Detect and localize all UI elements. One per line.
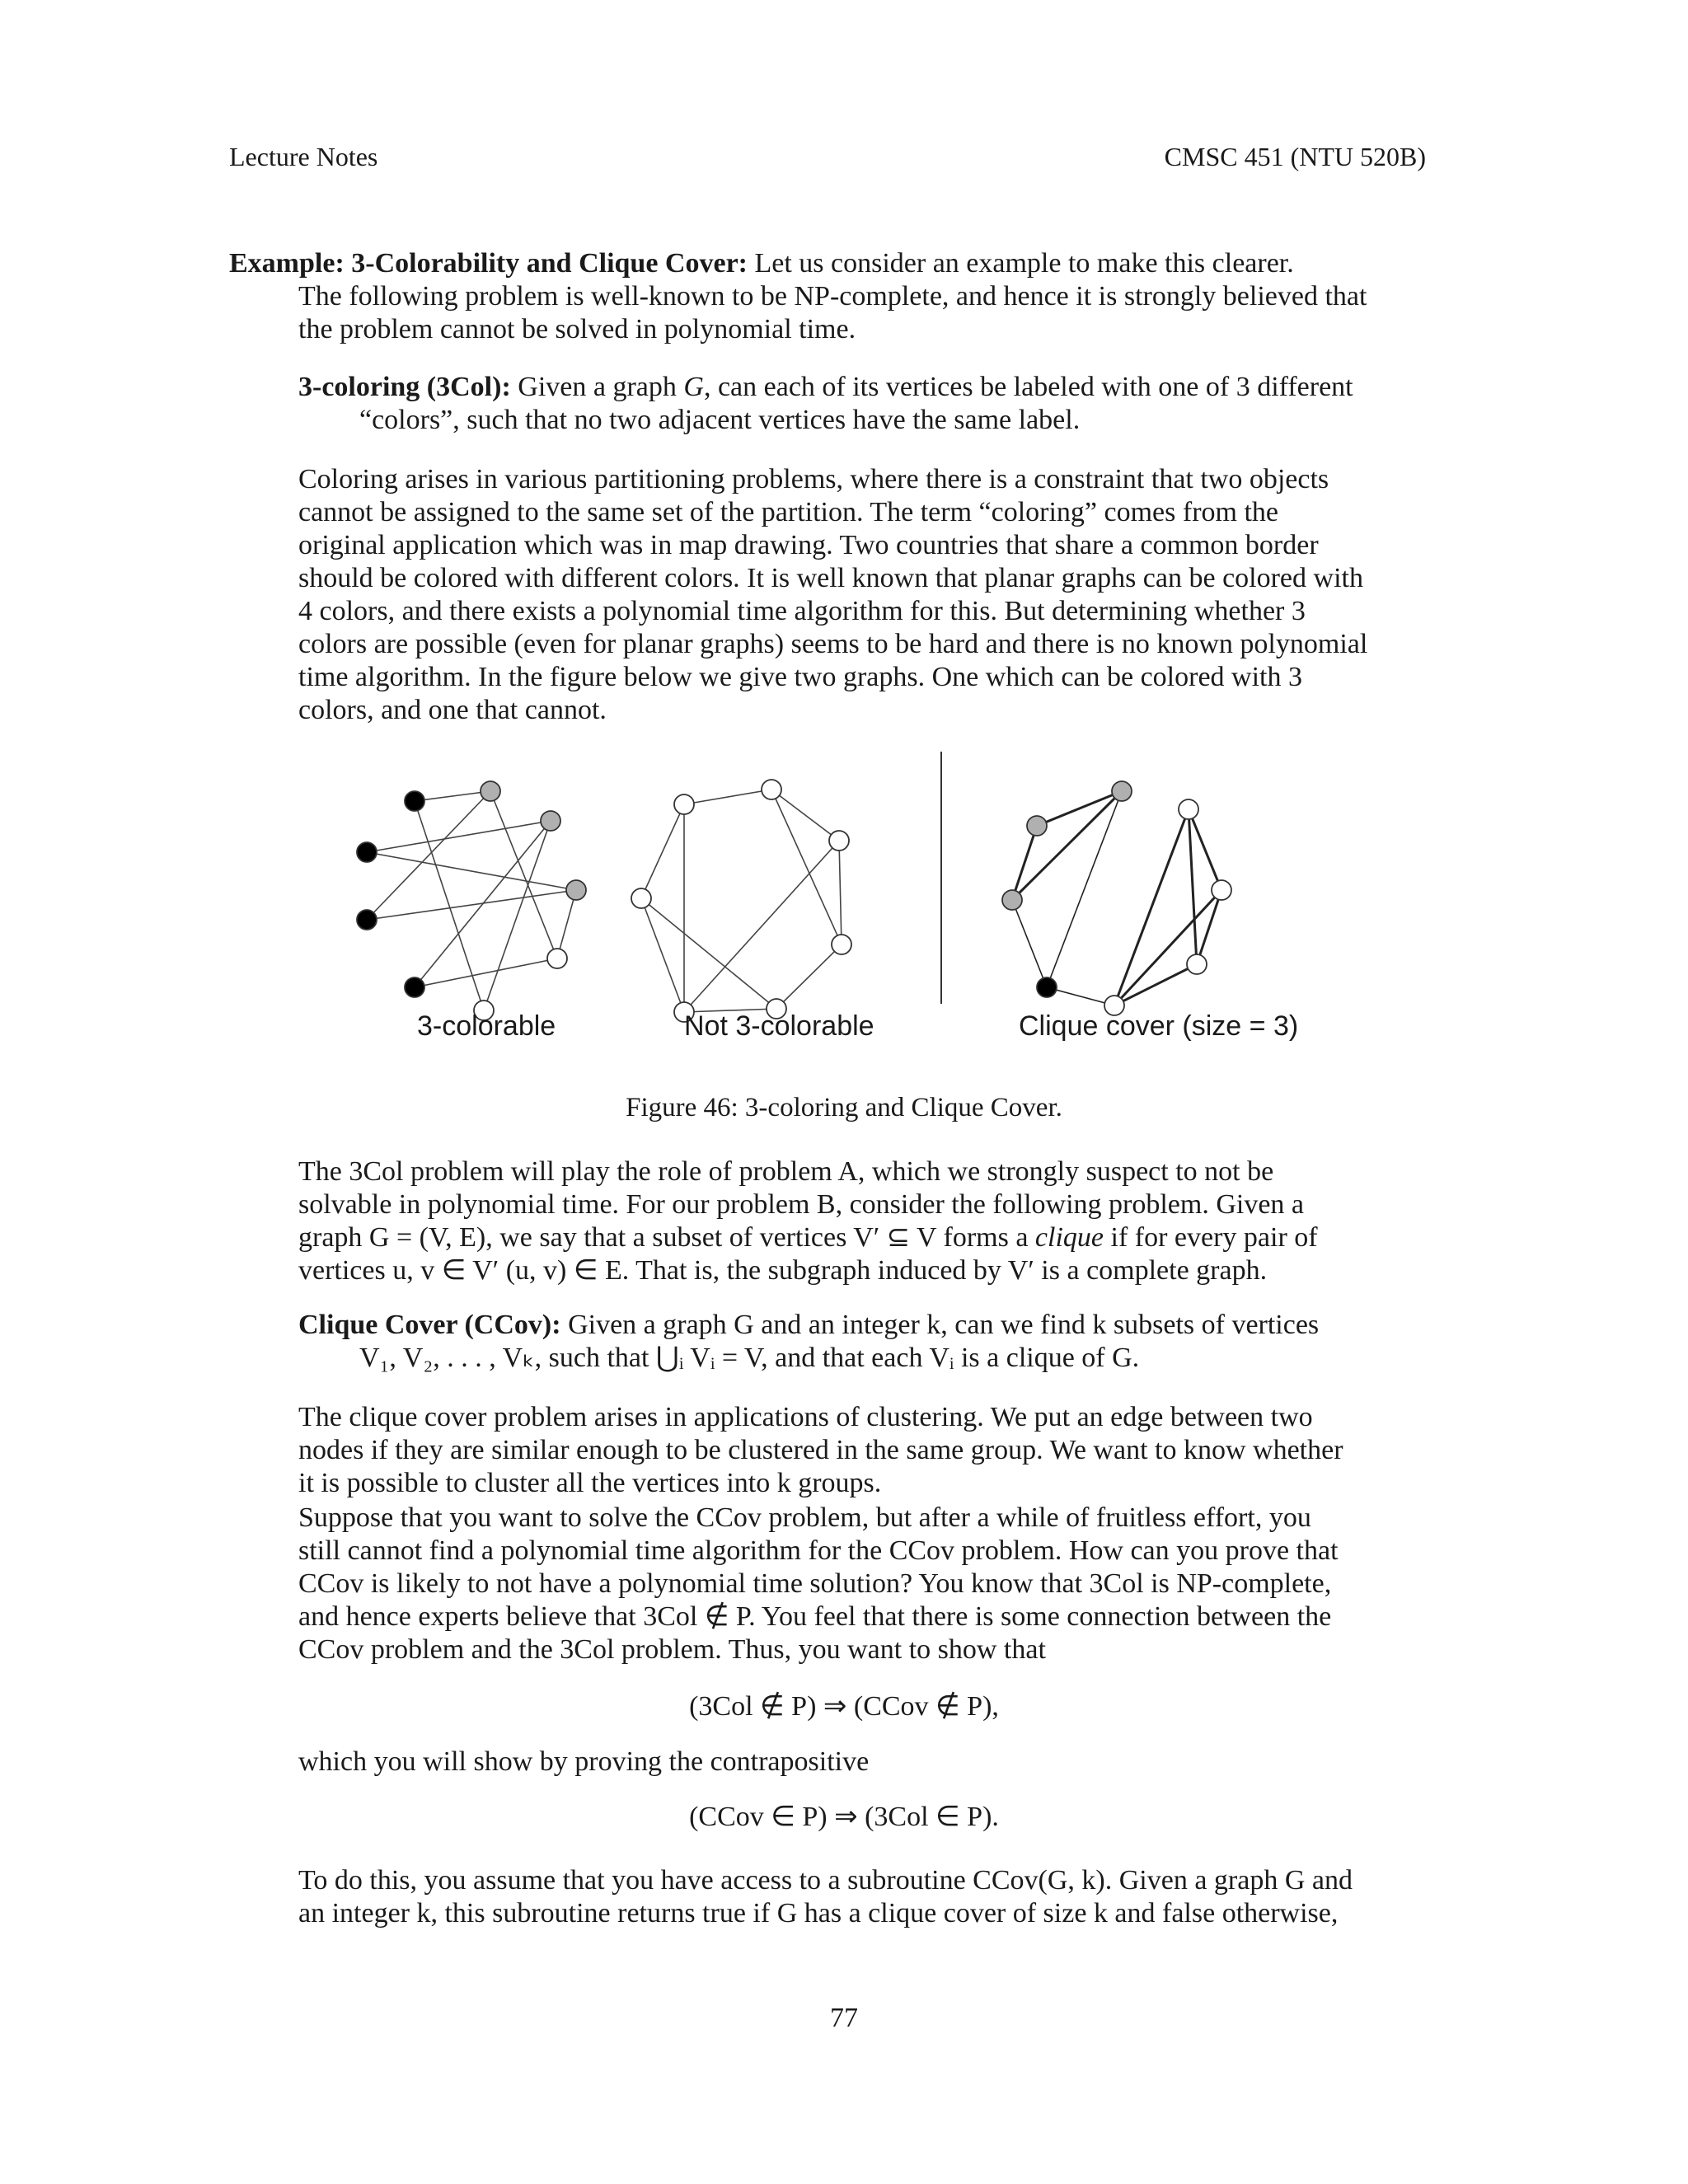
example-heading: Example: 3-Colorability and Clique Cover: (229, 248, 748, 279)
paragraph-text: if for every pair of (1110, 1222, 1318, 1253)
paragraph-line: colors are possible (even for planar graphs) seems to be hard and there is no known polynomial (298, 629, 1368, 659)
term-clique: clique (1034, 1222, 1104, 1253)
vertex-white (762, 780, 781, 799)
example-body (229, 280, 1426, 346)
definition-3col-line: “colors”, such that no two adjacent vertices have the same label. (359, 405, 1081, 435)
math-G: G (683, 372, 704, 402)
paragraph-line: solvable in polynomial time. For our problem B, consider the following problem. Given a (298, 1189, 1305, 1220)
vertex-gray (541, 811, 560, 831)
graph-clique-cover-vertices (1002, 781, 1231, 1015)
paragraph-line: The clique cover problem arises in applications of clustering. We put an edge between two (298, 1402, 1313, 1432)
subroutine-paragraph (298, 1864, 1426, 1930)
paragraph-line: an integer k, this subroutine returns true if G has a clique cover of size k and false otherwise, (298, 1898, 1339, 1929)
figure-label-not-3-colorable: Not 3-colorable (684, 1010, 874, 1042)
paragraph-line: The 3Col problem will play the role of problem A, which we strongly suspect to not be (298, 1156, 1274, 1187)
paragraph-line: colors, and one that cannot. (298, 695, 607, 725)
paragraph-line: Suppose that you want to solve the CCov problem, but after a while of fruitless effort, you (298, 1502, 1311, 1533)
definition-3col-line (298, 371, 1426, 404)
paragraph-line: it is possible to cluster all the vertices into k groups. (298, 1468, 882, 1498)
vertex-white (1187, 954, 1207, 974)
figure-label-3-colorable: 3-colorable (417, 1010, 556, 1042)
example-paragraph (229, 247, 1426, 346)
definition-ccov-line: V₁, V₂, . . . , Vₖ, such that ⋃ᵢ Vᵢ = V, and that each Vᵢ is a clique of G. (359, 1343, 1140, 1373)
paragraph-line: 4 colors, and there exists a polynomial time algorithm for this. But determining whether 3 (298, 596, 1306, 626)
vertex-gray (566, 880, 586, 900)
vertex-gray (1112, 781, 1132, 801)
example-line: the problem cannot be solved in polynomial time. (298, 314, 856, 344)
running-header-right: CMSC 451 (NTU 520B) (1164, 142, 1426, 171)
vertex-black (405, 791, 424, 811)
vertex-gray (1027, 816, 1047, 836)
vertex-white (1179, 799, 1198, 819)
example-lead: Let us consider an example to make this clearer. (754, 248, 1294, 279)
coloring-paragraph (298, 463, 1426, 727)
definition-ccov (298, 1309, 1426, 1375)
paragraph-line: time algorithm. In the figure below we give two graphs. One which can be colored with 3 (298, 662, 1302, 692)
vertex-white (832, 935, 851, 954)
paragraph-line: cannot be assigned to the same set of the partition. The term “coloring” comes from the (298, 497, 1279, 527)
paragraph-line: and hence experts believe that 3Col ∉ P. You feel that there is some connection between the (298, 1601, 1332, 1632)
page-number: 77 (830, 2003, 858, 2033)
vertex-gray (481, 781, 500, 801)
paragraph-line: CCov problem and the 3Col problem. Thus, you want to show that (298, 1634, 1046, 1665)
vertex-black (357, 910, 377, 930)
definition-ccov-term: Clique Cover (CCov): (298, 1310, 561, 1340)
vertex-black (1037, 977, 1057, 997)
definition-3col (298, 371, 1426, 437)
vertex-white (631, 888, 651, 908)
vertex-white (1212, 880, 1231, 900)
paragraph-line: still cannot find a polynomial time algorithm for the CCov problem. How can you prove that (298, 1535, 1339, 1566)
paragraph-line: CCov is likely to not have a polynomial time solution? You know that 3Col is NP-complete, (298, 1568, 1332, 1599)
definition-3col-term: 3-coloring (3Col): (298, 372, 511, 402)
figure-label-clique-cover: Clique cover (size = 3) (1019, 1010, 1299, 1042)
clustering-paragraph (298, 1401, 1426, 1500)
paragraph-line: To do this, you assume that you have access to a subroutine CCov(G, k). Given a graph G and (298, 1865, 1353, 1896)
vertex-white (547, 949, 567, 968)
definition-3col-text: Given a graph (518, 372, 677, 402)
vertex-gray (1002, 890, 1022, 910)
paragraph-line: vertices u, v ∈ V′ (u, v) ∈ E. That is, the subgraph induced by V′ is a complete graph. (298, 1255, 1268, 1286)
equation-contrapositive: (CCov ∈ P) ⇒ (3Col ∈ P). (689, 1802, 999, 1832)
paragraph-line (298, 1221, 1426, 1254)
paragraph-text: graph G = (V, E), we say that a subset of vertices V′ ⊆ V forms a (298, 1222, 1029, 1253)
paragraph-line: original application which was in map drawing. Two countries that share a common border (298, 530, 1319, 560)
paragraph-line: nodes if they are similar enough to be clustered in the same group. We want to know whether (298, 1435, 1343, 1465)
running-header-left: Lecture Notes (229, 142, 378, 171)
graph-not-3-colorable (641, 790, 842, 1012)
graph-3-colorable-vertices (357, 781, 586, 1020)
definition-ccov-line (298, 1309, 1426, 1342)
suppose-paragraph (298, 1502, 1426, 1666)
vertex-black (357, 842, 377, 862)
example-line: The following problem is well-known to be NP-complete, and hence it is strongly believed that (298, 281, 1367, 312)
example-first-line (229, 247, 1426, 280)
graph-not-3-colorable-vertices (631, 780, 851, 1022)
definition-3col-text: , can each of its vertices be labeled with one of 3 different (703, 372, 1353, 402)
vertex-black (405, 977, 424, 997)
definition-ccov-text: Given a graph G and an integer k, can we find k subsets of vertices (568, 1310, 1320, 1340)
contrapositive-line: which you will show by proving the contrapositive (298, 1746, 870, 1777)
equation-implication: (3Col ∉ P) ⇒ (CCov ∉ P), (689, 1691, 999, 1722)
problem-a-paragraph (298, 1155, 1426, 1287)
figure-caption: Figure 46: 3-coloring and Clique Cover. (626, 1093, 1062, 1122)
paragraph-line: Coloring arises in various partitioning problems, where there is a constraint that two objects (298, 464, 1329, 494)
vertex-white (674, 794, 694, 814)
paragraph-line: should be colored with different colors. It is well known that planar graphs can be colored with (298, 563, 1363, 593)
vertex-white (829, 831, 849, 851)
